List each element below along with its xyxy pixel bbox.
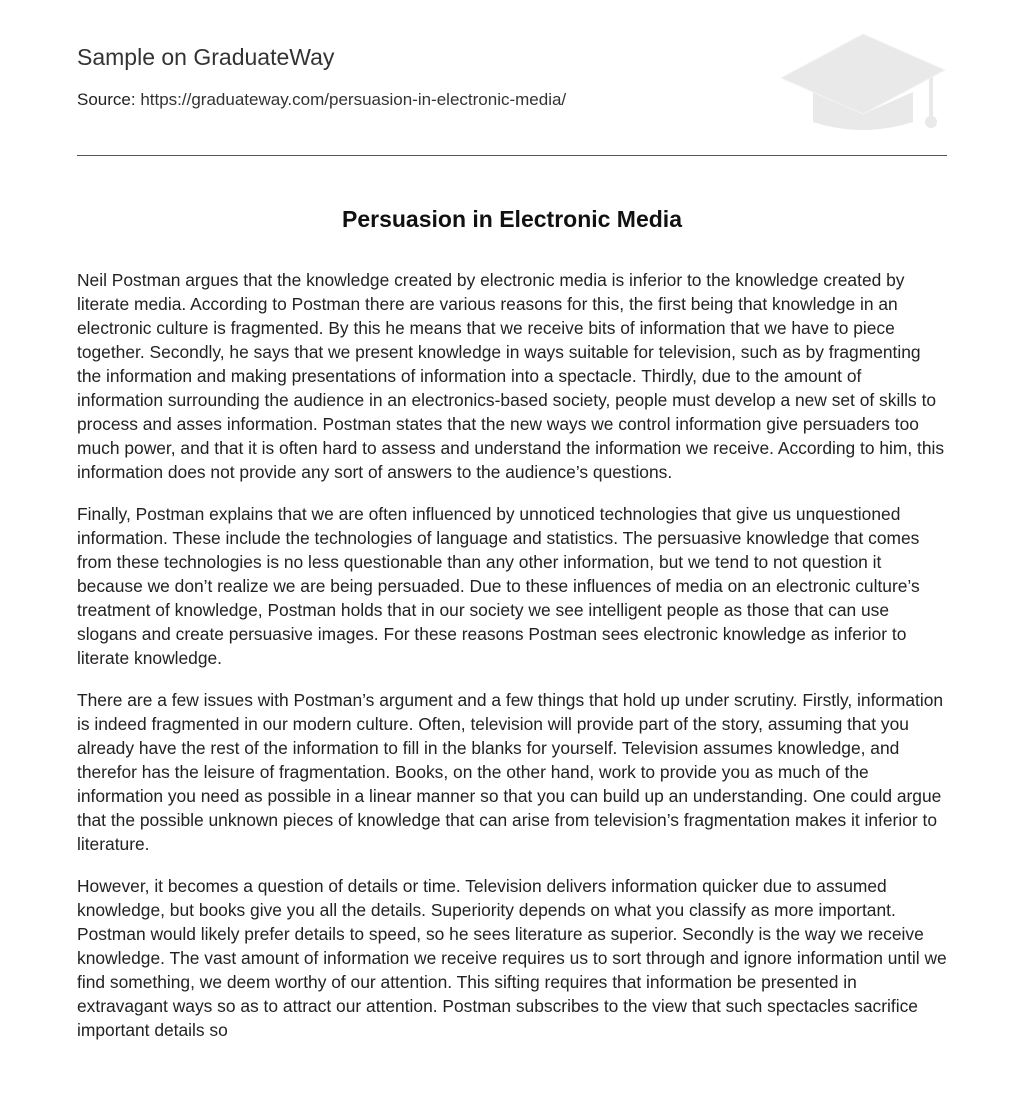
cap-tassel-knob: [925, 116, 937, 128]
site-name: Sample on GraduateWay: [77, 44, 335, 70]
paragraph: There are a few issues with Postman’s argument and a few things that hold up under scrutiny. Firstly, information is indeed fragmented in our modern culture. Often, television will provide part of the story, assuming that you already have the rest of the information to fill in the blanks for yourself. Television assumes knowledge, and therefor has the leisure of fragmentation. Books, on the other hand, work to provide you as much of the information you need as possible in a linear manner so that you can build up an understanding. One could argue that the possible unknown pieces of knowledge that can arise from television’s fragmentation makes it inferior to literature.: [77, 690, 944, 854]
source-label: Source:: [77, 90, 136, 109]
article-body: [77, 268, 947, 1060]
graduation-cap-icon: [781, 30, 947, 134]
paragraph: However, it becomes a question of details or time. Television delivers information quicker due to assumed knowledge, but books give you all the details. Superiority depends on what you classify as more important. Postman would likely prefer details to speed, so he sees literature as superior. Secondly is the way we receive knowledge. The vast amount of information we receive requires us to sort through and ignore information until we find something, we deem worthy of our attention. This sifting requires that information be presented in extravagant ways so as to attract our attention. Postman subscribes to the view that such spectacles sacrifice important details so: [77, 876, 947, 1040]
document-title: Persuasion in Electronic Media: [342, 206, 682, 232]
source-link[interactable]: https://graduateway.com/persuasion-in-electronic-media/: [140, 90, 567, 109]
cap-board: [781, 34, 945, 114]
page-header: [77, 0, 947, 156]
paragraph: Neil Postman argues that the knowledge created by electronic media is inferior to the knowledge created by literate media. According to Postman there are various reasons for this, the first being that knowledge in an electronic culture is fragmented. By this he means that we receive bits of information that we have to piece together. Secondly, he says that we present knowledge in ways suitable for television, such as by fragmenting the information and making presentations of information into a spectacle. Thirdly, due to the amount of information surrounding the audience in an electronics-based society, people must develop a new set of skills to process and asses information. Postman states that the new ways we control information give persuaders too much power, and that it is often hard to assess and understand the information we receive. According to him, this information does not provide any sort of answers to the audience’s questions.: [77, 270, 945, 482]
source-line: [77, 90, 566, 110]
cap-tassel-cord: [929, 74, 933, 118]
header-divider: [77, 155, 947, 156]
paragraph: Finally, Postman explains that we are often influenced by unnoticed technologies that give us unquestioned information. These include the technologies of language and statistics. The persuasive knowledge that comes from these technologies is no less questionable than any other information, but we tend to not question it because we don’t realize we are being persuaded. Due to these influences of media on an electronic culture’s treatment of knowledge, Postman holds that in our society we see intelligent people as those that can use slogans and create persuasive images. For these reasons Postman sees electronic knowledge as inferior to literate knowledge.: [77, 504, 920, 668]
